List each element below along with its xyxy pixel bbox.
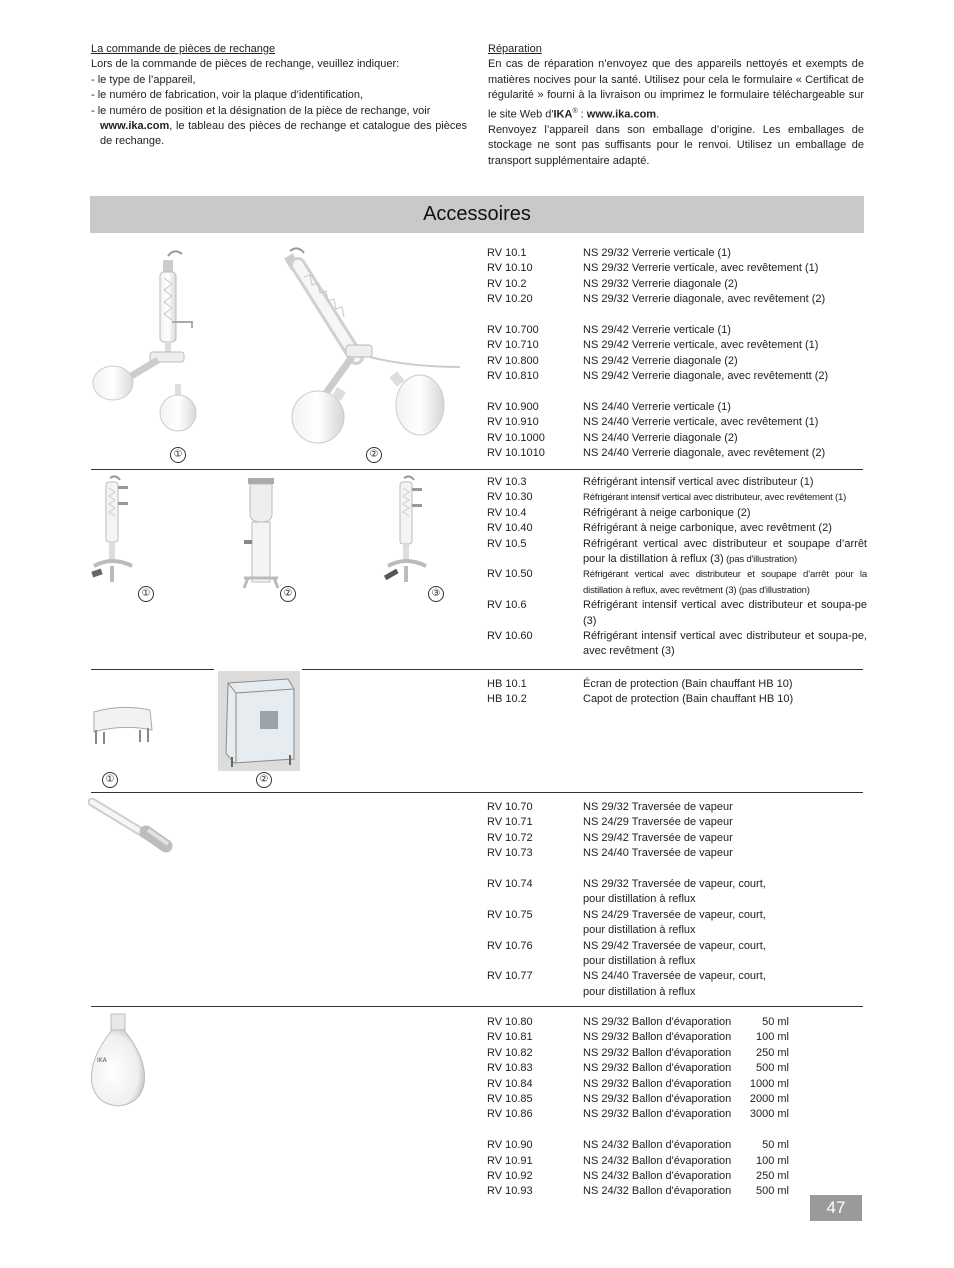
item-volume: 2000 ml	[749, 1093, 789, 1106]
item-code: RV 10.93	[487, 1185, 533, 1198]
item-code: RV 10.710	[487, 339, 539, 352]
list-item	[487, 939, 867, 970]
item-description: NS 29/32 Verrerie verticale (1)	[583, 247, 731, 259]
reflux-condenser-image	[382, 474, 432, 594]
dry-ice-condenser-image	[236, 474, 286, 594]
list-item	[487, 1107, 867, 1122]
item-description: NS 24/32 Ballon d'évaporation	[583, 1154, 732, 1167]
accessories-heading: Accessoires	[90, 196, 864, 233]
item-code: RV 10.90	[487, 1139, 533, 1152]
item-code: RV 10.6	[487, 599, 527, 612]
item-description: Capot de protection (Bain chauffant HB 10)	[583, 693, 794, 706]
spare-parts-bullet: - le type de l’appareil,	[91, 73, 196, 86]
item-code: RV 10.80	[487, 1016, 533, 1028]
item-description: Écran de protection (Bain chauffant HB 10)	[583, 678, 793, 690]
item-description-line: NS 29/32 Traversée de vapeur, court,	[583, 878, 766, 891]
item-code: RV 10.71	[487, 816, 533, 829]
item-description: NS 29/32 Ballon d'évaporation	[583, 1031, 732, 1044]
repair-colon: :	[577, 108, 587, 121]
section1-list	[487, 246, 867, 462]
item-description: NS 24/40 Verrerie verticale (1)	[583, 401, 731, 414]
item-description: Réfrigérant à neige carbonique, avec revêtment (2)	[583, 522, 832, 535]
item-description: Réfrigérant intensif vertical avec distributeur et soupa-pe, avec revêtment (3)	[583, 630, 867, 658]
ika-website-link[interactable]: www.ika.com	[100, 120, 170, 133]
item-description: NS 29/32 Ballon d'évaporation	[583, 1108, 732, 1121]
spare-parts-bullet: - le numéro de fabrication, voir la plaque d’identification,	[91, 89, 364, 102]
intensive-condenser-image	[88, 474, 138, 594]
vapor-tube-image	[88, 798, 173, 856]
item-description-line: pour distillation à reflux	[583, 924, 696, 937]
item-description	[583, 877, 867, 908]
figure-marker-2: ②	[256, 772, 272, 788]
list-item	[487, 415, 867, 430]
section-divider	[91, 669, 214, 670]
repair-text-a: En cas de réparation n’envoyez que des appareils nettoyés et exempts de matières nocives pour la santé. Utilisez pour cela le formulaire « Certificat de régularité » fourni à la livraison ou imprimez le formulaire téléchargeable sur le site Web d'	[488, 58, 864, 121]
item-code: RV 10.1010	[487, 447, 545, 460]
item-code: RV 10.10	[487, 262, 533, 275]
item-description-line: pour distillation à reflux	[583, 893, 696, 906]
section5-list	[487, 1015, 867, 1200]
figure-marker-2: ②	[366, 447, 382, 463]
item-volume: 500 ml	[755, 1185, 789, 1198]
item-code: RV 10.81	[487, 1031, 533, 1044]
diagonal-glassware-image	[270, 245, 470, 450]
item-code: RV 10.5	[487, 537, 527, 550]
list-item	[487, 831, 867, 846]
vertical-glassware-image	[88, 248, 218, 448]
page-number: 47	[810, 1195, 862, 1221]
repair-website-link[interactable]: www.ika.com	[586, 108, 657, 121]
item-description-line: pour distillation à reflux	[583, 985, 696, 998]
list-item	[487, 475, 867, 490]
evaporation-flask-image	[88, 1012, 152, 1108]
item-code: RV 10.20	[487, 293, 533, 306]
list-item	[487, 323, 867, 338]
list-item	[487, 261, 867, 276]
spare-parts-bullet: - le numéro de position et la désignation de la pièce de rechange, voir	[91, 104, 431, 117]
list-item	[487, 800, 867, 815]
item-code: RV 10.74	[487, 878, 533, 891]
item-description: NS 29/32 Ballon d'évaporation	[583, 1062, 732, 1075]
item-description	[583, 969, 867, 1000]
figure-marker-3: ③	[428, 586, 444, 602]
item-volume: 50 ml	[762, 1016, 789, 1028]
list-item	[487, 1138, 867, 1153]
figure-marker-1: ①	[170, 447, 186, 463]
spare-parts-bullet-text: , le tableau des pièces de rechange et catalogue des pièces de rechange.	[100, 120, 467, 148]
list-item	[487, 446, 867, 461]
list-item	[487, 400, 867, 415]
repair-text-b: Renvoyez l’appareil dans son emballage d’origine. Les emballages de stockage ne sont pas suffisants pour le renvoi. Utilisez un emballage de transport supplémentaire adapté.	[488, 123, 864, 167]
list-item	[487, 246, 867, 261]
item-description: NS 29/32 Verrerie diagonale, avec revêtement (2)	[583, 293, 826, 306]
spare-parts-title: La commande de pièces de rechange	[91, 43, 276, 55]
list-item	[487, 506, 867, 521]
item-description-line: pour distillation à reflux	[583, 955, 696, 968]
section2-list	[487, 475, 867, 660]
item-code: RV 10.84	[487, 1077, 533, 1090]
item-description: NS 29/42 Verrerie diagonale (2)	[583, 354, 738, 367]
item-code: RV 10.60	[487, 630, 533, 643]
list-item	[487, 537, 867, 568]
item-code: RV 10.77	[487, 970, 533, 983]
item-volume: 250 ml	[755, 1046, 789, 1059]
item-description	[583, 939, 867, 970]
spare-parts-intro: Lors de la commande de pièces de rechange, veuillez indiquer:	[91, 58, 400, 71]
list-item	[487, 969, 867, 1000]
item-code: RV 10.75	[487, 908, 533, 921]
list-item	[487, 1046, 867, 1061]
item-description-note: (pas d'illustration)	[723, 554, 797, 566]
figure-marker-2: ②	[280, 586, 296, 602]
list-item	[487, 1030, 867, 1045]
list-item	[487, 1077, 867, 1092]
item-description: NS 29/32 Ballon d'évaporation	[583, 1077, 732, 1090]
figure-marker-1: ①	[102, 772, 118, 788]
item-description: Réfrigérant intensif vertical avec distributeur et soupa-pe (3)	[583, 599, 867, 627]
item-code: RV 10.40	[487, 522, 533, 535]
item-code: RV 10.83	[487, 1062, 533, 1075]
item-description: NS 24/32 Ballon d'évaporation	[583, 1185, 732, 1198]
protection-screen-image	[90, 700, 155, 750]
figure-marker-1: ①	[138, 586, 154, 602]
item-description: Réfrigérant intensif vertical avec distributeur, avec revêtement (1)	[583, 492, 847, 504]
list-item	[487, 1092, 867, 1107]
section-divider	[91, 792, 863, 793]
item-code: RV 10.92	[487, 1170, 533, 1183]
list-item	[487, 1061, 867, 1076]
item-description: NS 29/32 Ballon d'évaporation	[583, 1016, 732, 1028]
item-description: NS 29/32 Traversée de vapeur	[583, 801, 733, 813]
item-description: NS 24/40 Verrerie verticale, avec revêtement (1)	[583, 416, 819, 429]
item-description: NS 29/42 Traversée de vapeur	[583, 831, 733, 844]
list-item	[487, 292, 867, 307]
repair-text	[488, 57, 864, 122]
item-volume: 100 ml	[755, 1154, 789, 1167]
list-item	[487, 815, 867, 830]
item-description: NS 29/42 Verrerie verticale (1)	[583, 324, 731, 337]
item-description: Réfrigérant intensif vertical avec distributeur (1)	[583, 476, 814, 488]
section3-list	[487, 677, 867, 708]
item-volume: 3000 ml	[749, 1108, 789, 1121]
list-item	[487, 354, 867, 369]
item-description: NS 24/40 Traversée de vapeur	[583, 847, 733, 860]
item-description-line: NS 29/42 Traversée de vapeur, court,	[583, 939, 766, 952]
item-code: RV 10.800	[487, 354, 539, 367]
spare-parts-bullet-cont	[91, 119, 467, 150]
item-code: RV 10.1	[487, 247, 527, 259]
section4-list	[487, 800, 867, 1000]
item-code: RV 10.73	[487, 847, 533, 860]
item-description	[583, 537, 867, 568]
repair-brand: IKA	[553, 108, 573, 121]
item-code: RV 10.910	[487, 416, 539, 429]
item-description: NS 24/40 Verrerie diagonale, avec revêtement (2)	[583, 447, 826, 460]
list-item	[487, 629, 867, 660]
item-code: RV 10.70	[487, 801, 533, 813]
item-volume: 250 ml	[755, 1170, 789, 1183]
item-volume: 50 ml	[762, 1139, 789, 1152]
spare-parts-section	[91, 42, 467, 150]
item-description: NS 29/32 Ballon d'évaporation	[583, 1046, 732, 1059]
repair-reg-mark: ®	[572, 107, 578, 115]
list-item	[487, 369, 867, 384]
protection-hood-image	[218, 671, 300, 771]
item-code: HB 10.1	[487, 678, 527, 690]
item-code: RV 10.85	[487, 1093, 533, 1106]
item-description: NS 29/32 Verrerie diagonale (2)	[583, 277, 738, 290]
item-code: RV 10.700	[487, 324, 539, 337]
item-volume: 100 ml	[755, 1031, 789, 1044]
item-code: RV 10.76	[487, 939, 533, 952]
flask-logo: IKA	[97, 1057, 107, 1064]
item-description: NS 24/29 Traversée de vapeur	[583, 816, 733, 829]
list-item	[487, 677, 867, 692]
item-code: HB 10.2	[487, 693, 527, 706]
list-item	[487, 431, 867, 446]
item-description-line: NS 24/29 Traversée de vapeur, court,	[583, 908, 766, 921]
repair-section	[488, 42, 864, 169]
list-item	[487, 598, 867, 629]
repair-dot: .	[656, 108, 660, 121]
item-description-line: NS 24/40 Traversée de vapeur, court,	[583, 970, 766, 983]
list-item	[487, 567, 867, 598]
item-description: NS 29/42 Verrerie verticale, avec revêtement (1)	[583, 339, 819, 352]
item-code: RV 10.50	[487, 568, 533, 581]
item-code: RV 10.3	[487, 476, 527, 488]
item-code: RV 10.82	[487, 1046, 533, 1059]
item-description: NS 29/42 Verrerie diagonale, avec revêtementt (2)	[583, 370, 829, 383]
list-item	[487, 877, 867, 908]
item-code: RV 10.2	[487, 277, 527, 290]
item-code: RV 10.30	[487, 491, 533, 504]
list-item	[487, 1154, 867, 1169]
item-description: Réfrigérant à neige carbonique (2)	[583, 506, 751, 519]
list-item	[487, 521, 867, 536]
list-item	[487, 338, 867, 353]
item-description: Réfrigérant vertical avec distributeur et soupape d’arrêt pour la distillation à reflux, avec revêtment (3) (pas d'illustration)	[583, 569, 867, 596]
item-description: NS 29/32 Verrerie verticale, avec revêtement (1)	[583, 262, 819, 275]
repair-title: Réparation	[488, 43, 542, 55]
item-description: NS 24/40 Verrerie diagonale (2)	[583, 431, 738, 444]
list-item	[487, 846, 867, 861]
item-code: RV 10.810	[487, 370, 539, 383]
item-code: RV 10.91	[487, 1154, 533, 1167]
section-divider	[91, 469, 863, 470]
item-code: RV 10.4	[487, 506, 527, 519]
section-divider	[91, 1006, 863, 1007]
list-item	[487, 490, 867, 505]
list-item	[487, 277, 867, 292]
item-description: NS 29/32 Ballon d'évaporation	[583, 1093, 732, 1106]
item-code: RV 10.72	[487, 831, 533, 844]
item-code: RV 10.86	[487, 1108, 533, 1121]
section-divider	[302, 669, 863, 670]
item-volume: 500 ml	[755, 1062, 789, 1075]
item-code: RV 10.900	[487, 401, 539, 414]
item-description: NS 24/32 Ballon d'évaporation	[583, 1170, 732, 1183]
item-description-main: Réfrigérant vertical avec distributeur et soupape d’arrêt pour la distillation à reflux (3)	[583, 537, 867, 566]
list-item	[487, 1015, 867, 1030]
list-item	[487, 1169, 867, 1184]
item-description	[583, 908, 867, 939]
item-volume: 1000 ml	[749, 1077, 789, 1090]
item-description: NS 24/32 Ballon d'évaporation	[583, 1139, 732, 1152]
list-item	[487, 692, 867, 707]
item-code: RV 10.1000	[487, 431, 545, 444]
list-item	[487, 908, 867, 939]
